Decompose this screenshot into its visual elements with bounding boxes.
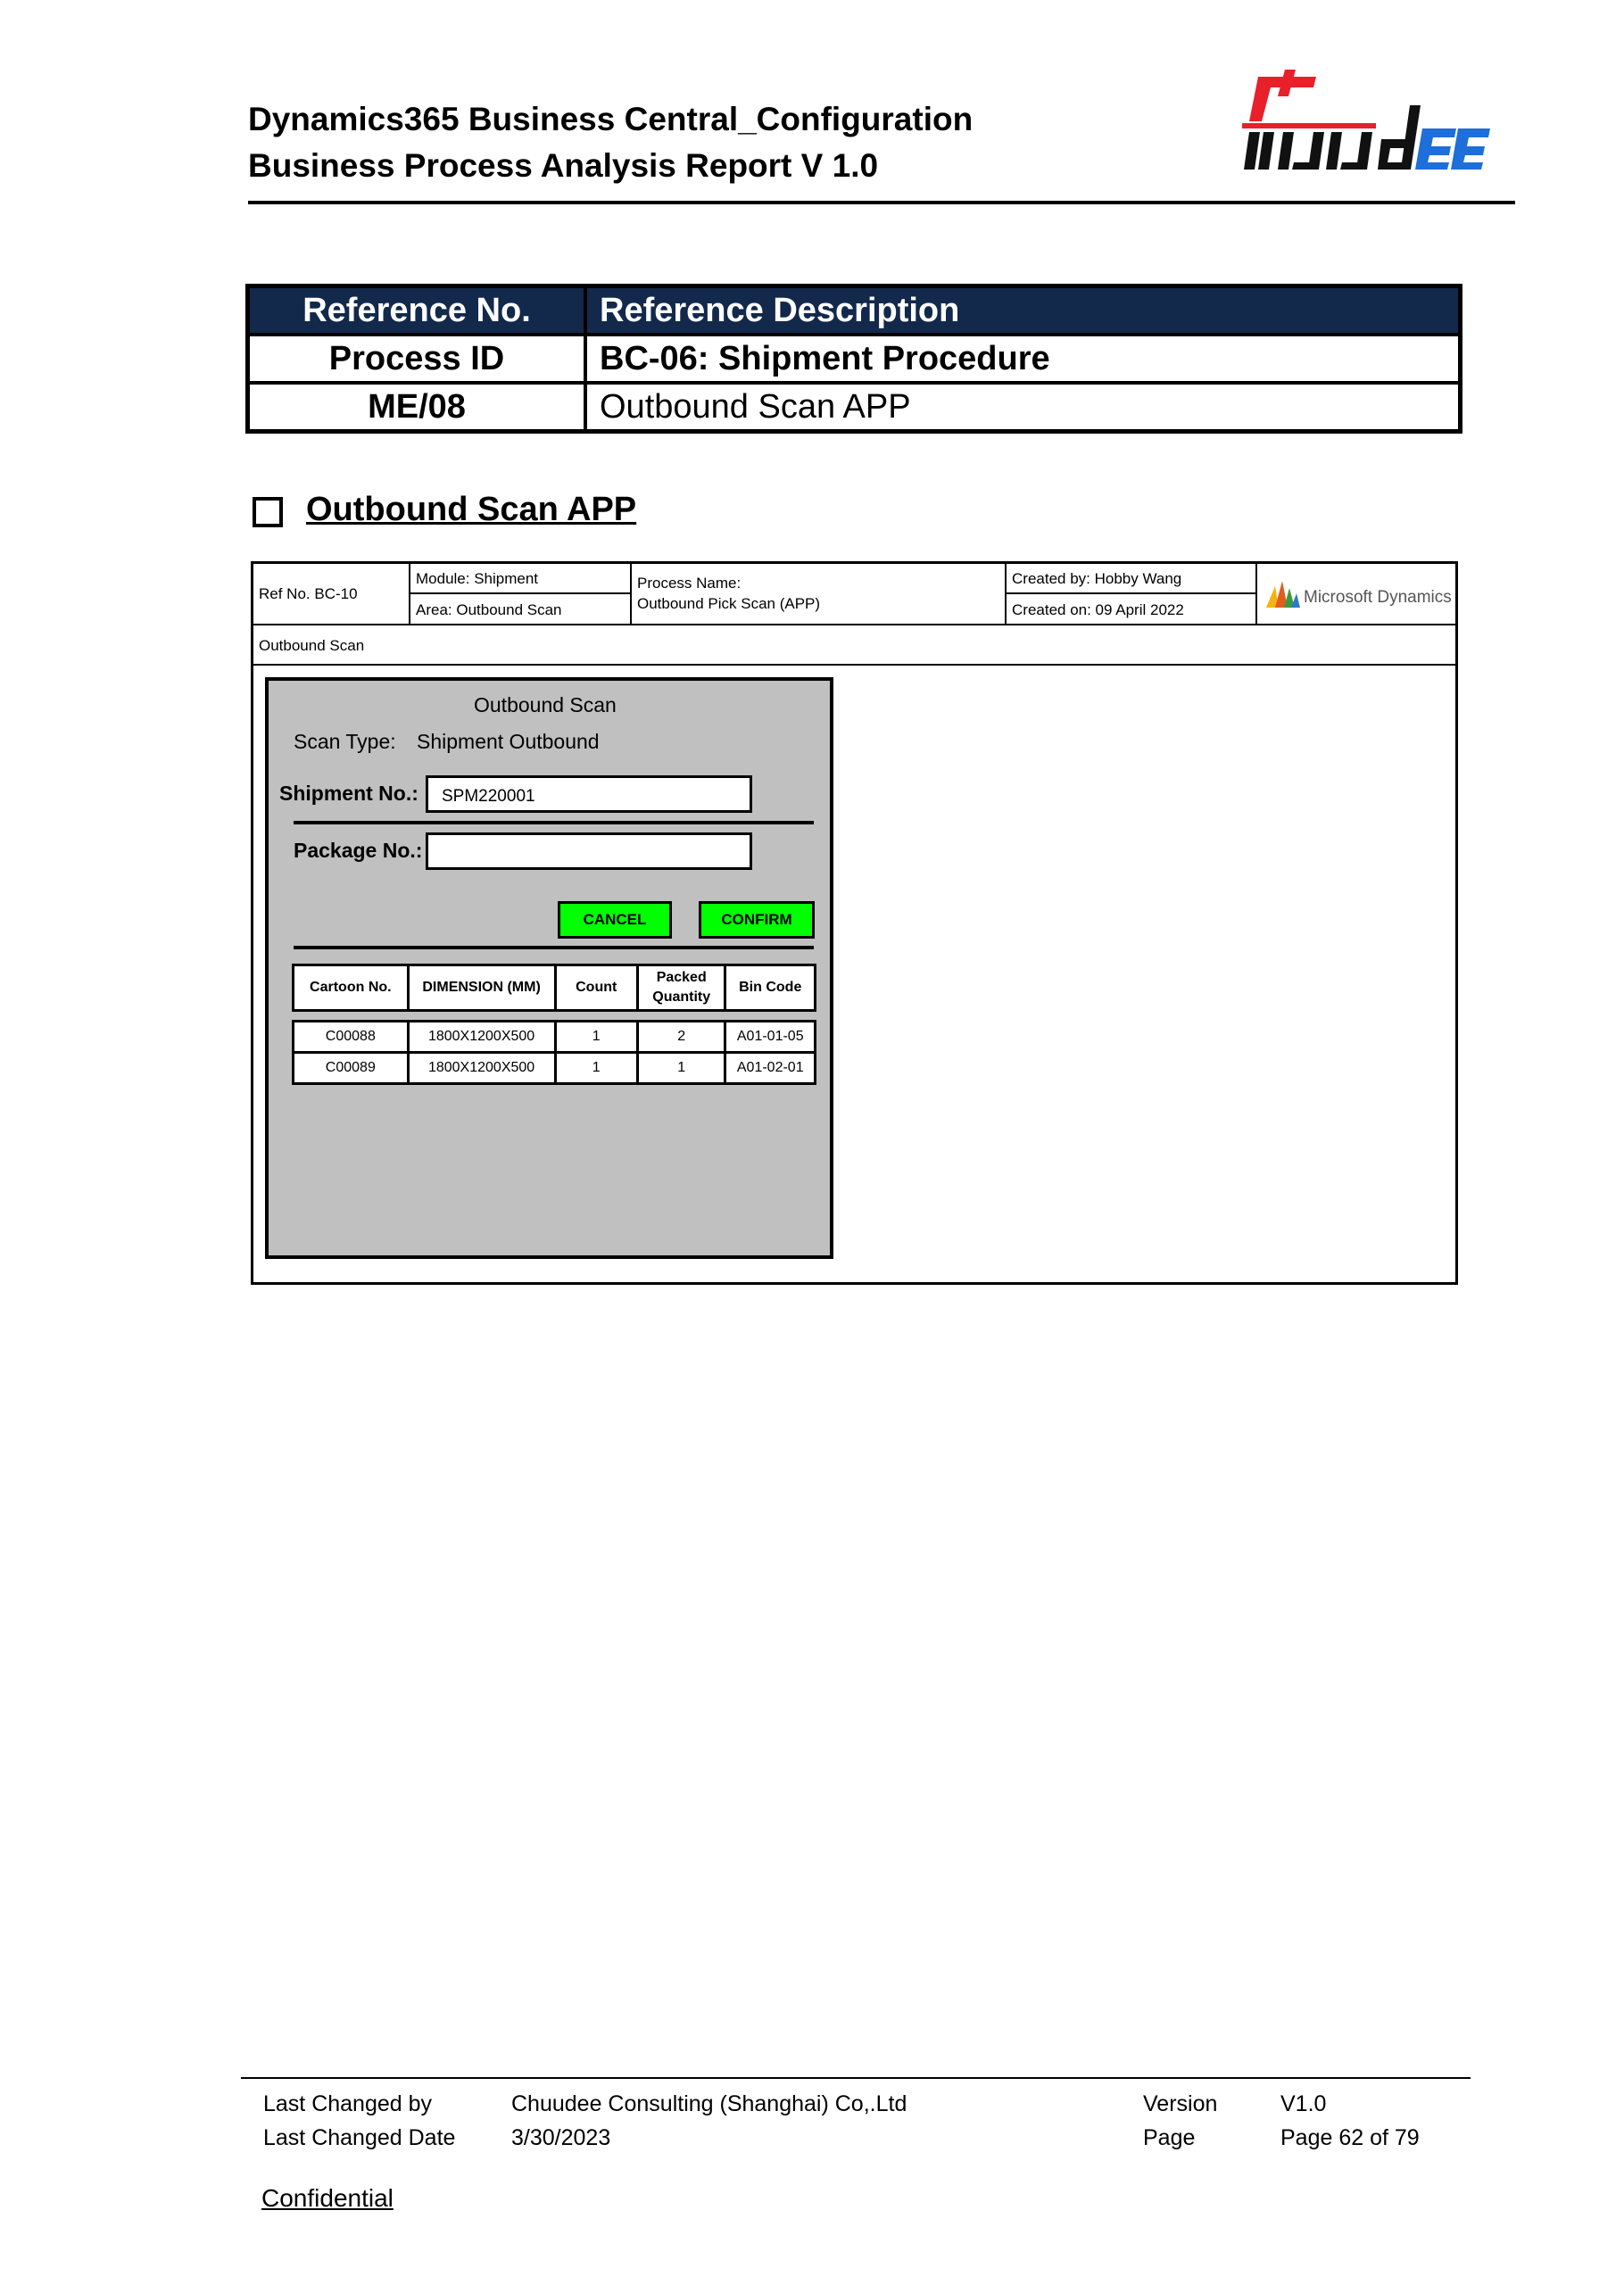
process-name-label: Process Name: [637, 575, 742, 592]
form-cell-divider [1005, 592, 1255, 594]
reference-code: ME/08 [248, 383, 586, 432]
column-header: Cartoon No. [294, 965, 409, 1011]
form-bottom-rule [360, 1282, 905, 1284]
column-header: Count [555, 965, 637, 1011]
process-id-value: BC-06: Shipment Procedure [585, 335, 1461, 383]
title-line-1: Dynamics365 Business Central_Configuration [248, 101, 974, 137]
form-col-divider [1005, 564, 1007, 625]
cartoon-no-cell: C00088 [294, 1022, 409, 1053]
area-label: Area: Outbound Scan [416, 601, 562, 618]
microsoft-dynamics-text: Microsoft Dynamics [1304, 588, 1452, 607]
column-header: Bin Code [725, 965, 816, 1011]
cartoon-no-cell: C00089 [294, 1053, 409, 1084]
shipment-no-label: Shipment No.: [279, 782, 418, 805]
package-no-input[interactable] [426, 832, 752, 870]
microsoft-dynamics-icon [1264, 577, 1302, 613]
packed-quantity-cell: 1 [637, 1053, 725, 1084]
last-changed-by-value: Chuudee Consulting (Shanghai) Co,.Ltd [511, 2091, 907, 2116]
reference-table [245, 284, 1462, 434]
footer-divider [241, 2077, 1471, 2079]
last-changed-date-value: 3/30/2023 [511, 2125, 611, 2150]
bin-code-cell: A01-01-05 [725, 1022, 816, 1053]
package-no-label: Package No.: [294, 839, 423, 862]
created-by: Created by: Hobby Wang [1012, 570, 1182, 587]
module-label: Module: Shipment [416, 570, 539, 587]
carton-table-header [292, 964, 816, 1012]
process-name-value: Outbound Pick Scan (APP) [637, 595, 821, 612]
confidential-label: Confidential [261, 2184, 394, 2212]
app-divider [294, 821, 814, 824]
table-row [248, 383, 1461, 432]
reference-table-header [248, 286, 1461, 335]
scan-type-label: Scan Type: [294, 730, 396, 753]
packed-quantity-cell: 2 [637, 1022, 725, 1053]
form-col-divider [630, 564, 632, 625]
scan-type-value: Shipment Outbound [417, 730, 600, 753]
page-number: Page 62 of 79 [1280, 2125, 1420, 2150]
page-label: Page [1143, 2125, 1196, 2150]
count-cell: 1 [555, 1022, 637, 1053]
form-cell-divider [409, 592, 630, 594]
form-header-divider [253, 624, 1455, 625]
form-col-divider [1255, 564, 1257, 625]
column-header: DIMENSION (MM) [408, 965, 555, 1011]
bin-code-cell: A01-02-01 [725, 1053, 816, 1084]
dimension-cell: 1800X1200X500 [408, 1022, 555, 1053]
last-changed-date-label: Last Changed Date [263, 2125, 456, 2150]
reference-description-header: Reference Description [585, 286, 1461, 335]
count-cell: 1 [555, 1053, 637, 1084]
dimension-cell: 1800X1200X500 [408, 1053, 555, 1084]
checkbox-bullet-icon [253, 497, 283, 527]
table-row[interactable] [294, 1053, 816, 1084]
app-title: Outbound Scan [474, 693, 617, 716]
version-label: Version [1143, 2091, 1218, 2116]
chuudee-logo [1231, 70, 1490, 177]
microsoft-dynamics-logo [1264, 577, 1456, 613]
carton-table [292, 1020, 816, 1085]
shipment-no-input[interactable]: SPM220001 [426, 775, 752, 813]
cancel-button[interactable]: CANCEL [558, 901, 672, 939]
table-row[interactable] [294, 1022, 816, 1053]
form-col-divider [409, 564, 410, 625]
reference-description: Outbound Scan APP [585, 383, 1461, 432]
last-changed-by-label: Last Changed by [263, 2091, 433, 2116]
confirm-button[interactable]: CONFIRM [699, 901, 815, 939]
table-row [248, 335, 1461, 383]
created-on: Created on: 09 April 2022 [1012, 601, 1184, 618]
header-divider [248, 201, 1515, 204]
app-divider [294, 946, 814, 949]
outbound-scan-app-screen [265, 677, 833, 1259]
process-id-label: Process ID [248, 335, 586, 383]
document-title [248, 96, 973, 189]
column-header: Packed Quantity [637, 965, 725, 1011]
version-value: V1.0 [1280, 2091, 1327, 2116]
section-title: Outbound Scan APP [306, 491, 637, 528]
ref-no: Ref No. BC-10 [259, 585, 358, 602]
reference-no-header: Reference No. [248, 286, 586, 335]
title-line-2: Business Process Analysis Report V 1.0 [248, 147, 879, 184]
form-section-label: Outbound Scan [259, 637, 365, 654]
form-section-divider [253, 664, 1455, 666]
